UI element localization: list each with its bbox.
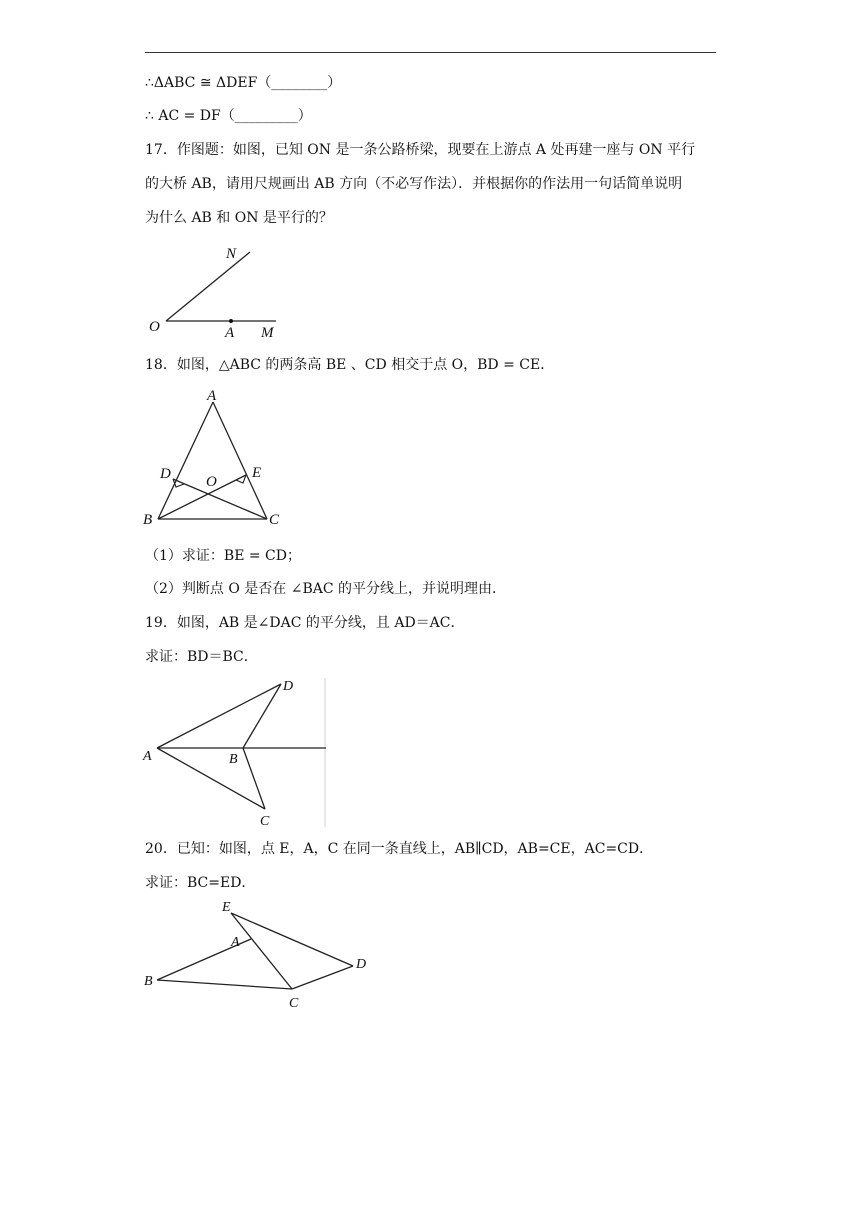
q19-figure: [140, 675, 332, 830]
label-M: M: [261, 325, 274, 341]
label-B: B: [143, 512, 153, 528]
label-E: E: [222, 900, 231, 915]
label-N: N: [226, 246, 237, 262]
label-O: O: [149, 319, 160, 335]
label-B: B: [229, 752, 238, 767]
label-E: E: [252, 465, 262, 481]
q18-sub-2: （2）判断点 O 是否在 ∠BAC 的平分线上，并说明理由．: [145, 581, 507, 597]
q17-line-3: 为什么 AB 和 ON 是平行的？: [145, 210, 333, 226]
label-C: C: [269, 512, 280, 528]
label-D: D: [160, 466, 171, 482]
q17-line-2: 的大桥 AB，请用尺规画出 AB 方向（不必写作法）．并根据你的作法用一句话简单说明: [145, 176, 683, 192]
equality-statement: ∴ AC = DF（_________）: [145, 108, 312, 124]
q18-figure: [140, 385, 290, 530]
label-C: C: [260, 814, 270, 829]
label-C: C: [289, 996, 299, 1011]
q17-figure: [140, 238, 300, 342]
q20-figure: [140, 895, 380, 1013]
label-D: D: [356, 957, 367, 972]
label-A: A: [143, 749, 152, 764]
q20-line-2: 求证：BC=ED．: [145, 875, 256, 891]
label-A: A: [207, 388, 217, 404]
label-D: D: [283, 679, 294, 694]
q19-line-1: 19．如图，AB 是∠DAC 的平分线，且 AD＝AC．: [145, 615, 465, 631]
label-A: A: [231, 935, 240, 950]
label-A: A: [225, 325, 235, 341]
q20-line-1: 20．已知：如图，点 E，A，C 在同一条直线上，AB∥CD，AB=CE，AC=CD．: [145, 841, 654, 857]
congruence-statement: ∴ΔABC ≅ ΔDEF（________）: [145, 75, 342, 91]
label-B: B: [144, 974, 153, 989]
header-rule: [145, 52, 716, 53]
q19-line-2: 求证：BD＝BC．: [145, 649, 258, 665]
q18-line-1: 18．如图，△ABC 的两条高 BE 、CD 相交于点 O，BD = CE．: [145, 357, 555, 373]
q18-sub-1: （1）求证：BE = CD；: [145, 548, 301, 564]
q17-line-1: 17．作图题：如图，已知 ON 是一条公路桥梁，现要在上游点 A 处再建一座与 ON 平行: [145, 142, 696, 158]
label-O: O: [206, 474, 217, 490]
